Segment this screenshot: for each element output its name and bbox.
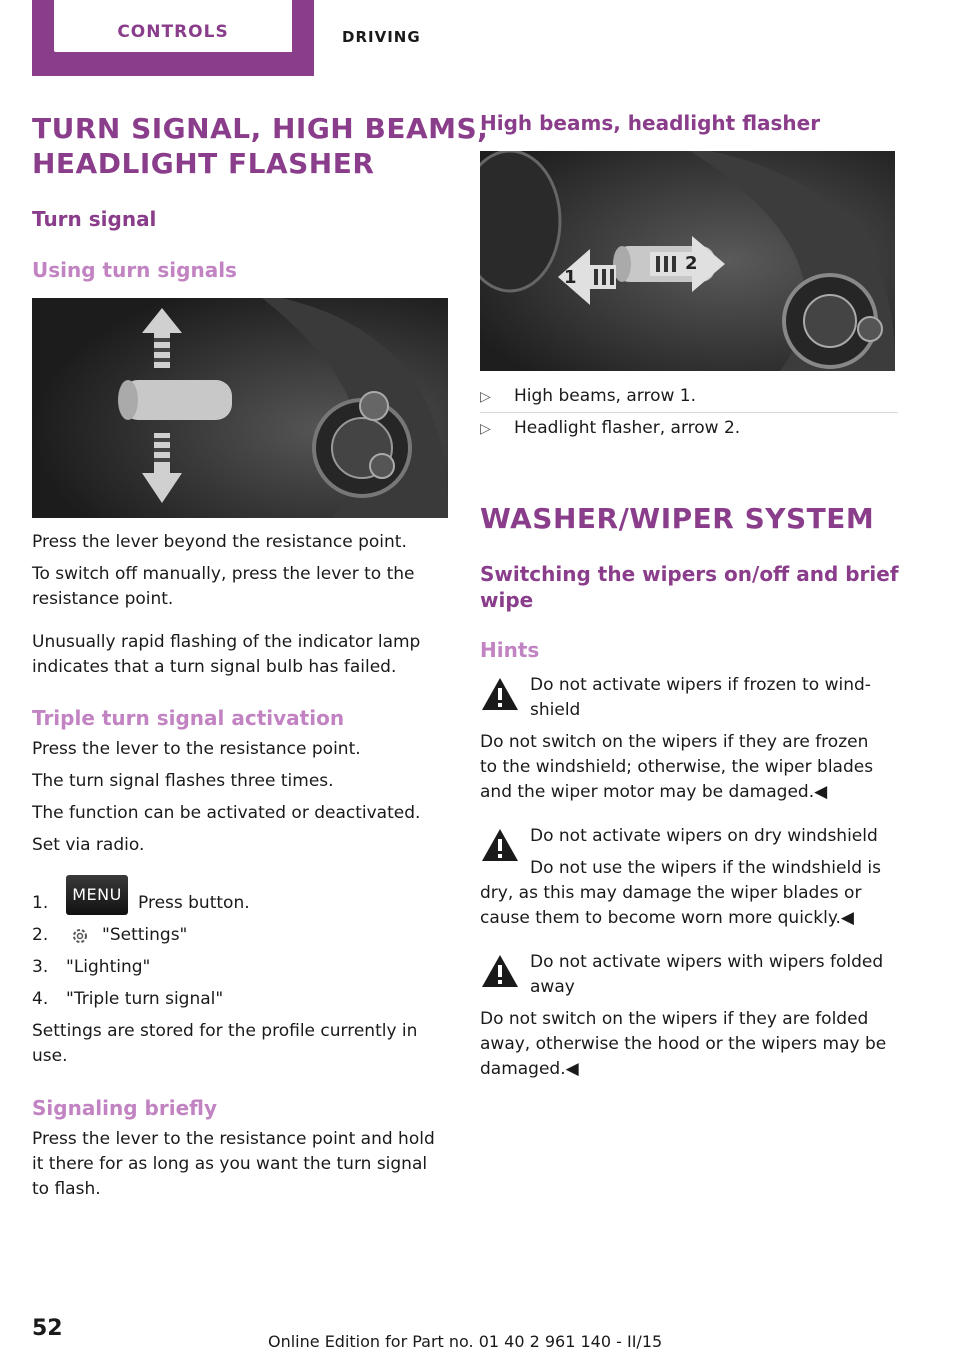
high-beams-lever-illustration	[480, 151, 895, 371]
para-triple-1: Press the lever to the resistance point.	[32, 739, 361, 759]
para-rapid-flash-b: indicates that a turn signal bulb has failed.	[32, 657, 397, 677]
bullet-text: High beams, arrow 1.	[514, 386, 697, 406]
warning-icon	[480, 676, 520, 712]
warning-2-text-b: dry, as this may damage the wiper blades or	[480, 883, 862, 903]
gear-icon	[70, 926, 90, 946]
step-number: 1.	[32, 893, 49, 913]
step-number: 2.	[32, 925, 49, 945]
turn-signal-lever-illustration	[32, 298, 448, 518]
list-divider	[480, 412, 898, 413]
step-number: 3.	[32, 957, 49, 977]
para-briefly-1: Press the lever to the resistance point and hold	[32, 1129, 435, 1149]
para-press-lever: Press the lever beyond the resistance point.	[32, 532, 407, 552]
footer-edition: Online Edition for Part no. 01 40 2 961 140 - II/15	[268, 1332, 663, 1351]
para-triple-2: The turn signal flashes three times.	[32, 771, 334, 791]
heading-switching-a: Switching the wipers on/off and brief	[480, 562, 899, 586]
section-title-line2: HEADLIGHT FLASHER	[32, 147, 375, 180]
list-item	[32, 923, 448, 949]
warning-3-title-a: Do not activate wipers with wipers folded	[530, 952, 884, 972]
step-text: "Settings"	[102, 925, 188, 945]
step-number: 4.	[32, 989, 49, 1009]
tab-controls[interactable]	[32, 0, 314, 76]
high-beams-lever-photo	[480, 151, 895, 371]
warning-2-text-a: Do not use the wipers if the windshield is	[530, 858, 881, 878]
heading-signaling-briefly: Signaling briefly	[32, 1096, 217, 1120]
heading-hints: Hints	[480, 638, 540, 662]
tab-controls-inner	[54, 0, 292, 52]
para-briefly-2: it there for as long as you want the turn signal	[32, 1154, 428, 1174]
warning-3-text-b: away, otherwise the hood or the wipers may be	[480, 1034, 887, 1054]
turn-signal-lever-photo	[32, 298, 448, 518]
section-title-line1: TURN SIGNAL, HIGH BEAMS,	[32, 112, 489, 145]
para-settings-a: Settings are stored for the profile currently in	[32, 1021, 418, 1041]
list-item	[480, 384, 898, 410]
para-briefly-3: to flash.	[32, 1179, 101, 1199]
warning-1-text-a: Do not switch on the wipers if they are frozen	[480, 732, 869, 752]
warning-icon	[480, 953, 520, 989]
bullet-text: Headlight flasher, arrow 2.	[514, 418, 741, 438]
warning-icon	[480, 827, 520, 863]
tab-driving[interactable]: DRIVING	[342, 28, 421, 46]
list-item	[32, 885, 448, 917]
page-number: 52	[32, 1316, 63, 1341]
step-text: "Triple turn signal"	[66, 989, 224, 1009]
warning-2-text-c: cause them to become worn more quickly.◀	[480, 908, 854, 928]
warning-1-title-a: Do not activate wipers if frozen to wind‐	[530, 675, 871, 695]
warning-2-title: Do not activate wipers on dry windshield	[530, 826, 878, 846]
step-text: "Lighting"	[66, 957, 151, 977]
para-rapid-flash-a: Unusually rapid flashing of the indicator lamp	[32, 632, 421, 652]
heading-turn-signal: Turn signal	[32, 207, 157, 231]
heading-triple-turn-signal: Triple turn signal activation	[32, 706, 345, 730]
list-item	[480, 416, 898, 442]
section-title-washer: WASHER/WIPER SYSTEM	[480, 502, 875, 535]
heading-using-turn-signals: Using turn signals	[32, 258, 237, 282]
heading-switching-b: wipe	[480, 588, 534, 612]
arrow-1-label: 1	[564, 267, 577, 288]
warning-3-text-a: Do not switch on the wipers if they are folded	[480, 1009, 869, 1029]
bullet-triangle-icon: ▷	[480, 421, 491, 437]
list-item	[32, 987, 448, 1013]
para-switch-off-a: To switch off manually, press the lever to the	[32, 564, 415, 584]
bullet-triangle-icon: ▷	[480, 389, 491, 405]
warning-1-title-b: shield	[530, 700, 581, 720]
list-item	[32, 955, 448, 981]
arrow-2-label: 2	[685, 253, 698, 274]
warning-3-text-c: damaged.◀	[480, 1059, 579, 1079]
step-text: Press button.	[138, 893, 250, 913]
para-triple-4: Set via radio.	[32, 835, 145, 855]
para-switch-off-b: resistance point.	[32, 589, 174, 609]
heading-high-beams: High beams, headlight flasher	[480, 111, 821, 135]
warning-1-text-c: and the wiper motor may be damaged.◀	[480, 782, 828, 802]
menu-button: MENU	[66, 875, 128, 915]
para-settings-b: use.	[32, 1046, 68, 1066]
para-triple-3: The function can be activated or deactivated.	[32, 803, 421, 823]
warning-3-title-b: away	[530, 977, 575, 997]
warning-1-text-b: to the windshield; otherwise, the wiper blades	[480, 757, 874, 777]
tab-controls-label: CONTROLS	[117, 22, 229, 42]
